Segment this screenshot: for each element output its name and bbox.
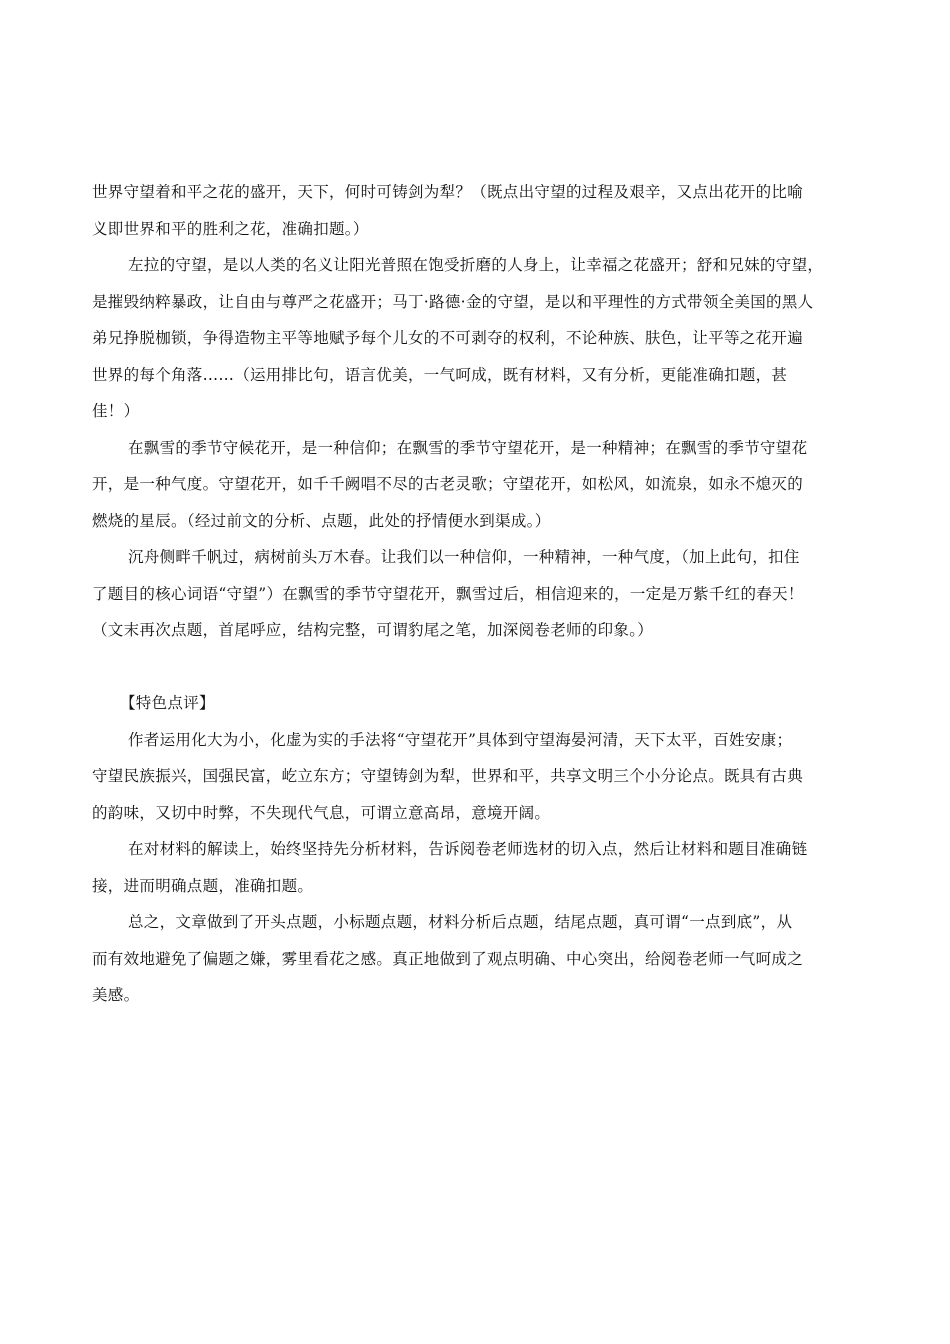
text-line: 弟兄挣脱枷锁，争得造物主平等地赋予每个儿女的不可剥夺的权利，不论种族、肤色，让平等之花开遍 [92,329,804,347]
paragraph-conclusion [92,539,862,649]
text-line: 的韵味，又切中时弊，不失现代气息，可谓立意高昂，意境开阔。 [92,803,551,822]
text-line: 沉舟侧畔千帆过，病树前头万木春。让我们以一种信仰，一种精神，一种气度，（加上此句，扣住 [128,548,800,566]
text-line: 世界守望着和平之花的盛开，天下，何时可铸剑为犁？（既点出守望的过程及艰辛，又点出花开的比喻 [92,183,804,201]
text-line: 接，进而明确点题，准确扣题。 [92,876,314,895]
text-line: 燃烧的星辰。（经过前文的分析、点题，此处的抒情便水到渠成。） [92,511,551,530]
commentary-paragraph-material [92,831,862,904]
text-line: 义即世界和平的胜利之花，准确扣题。） [92,219,369,238]
text-line: 在对材料的解读上，始终坚持先分析材料，告诉阅卷老师选材的切入点，然后让材料和题目准确链 [128,840,808,858]
text-line: 美感。 [92,986,140,1004]
text-line: 世界的每个角落……（运用排比句，语言优美，一气呵成，既有材料，又有分析，更能准确扣题，甚 [92,365,788,384]
text-line: 作者运用化大为小，化虚为实的手法将“守望花开”具体到守望海晏河清，天下太平，百姓安康； [128,730,793,749]
text-line: 开，是一种气度。守望花开，如千千阙唱不尽的古老灵歌；守望花开，如松风，如流泉，如永不熄灭的 [92,475,804,493]
commentary-paragraph-summary [92,904,862,1014]
text-line: 佳！） [92,402,140,420]
paragraph-world-peace [92,174,862,247]
text-line: 守望民族振兴，国强民富，屹立东方；守望铸剑为犁，世界和平，共享文明三个小分论点。既具有古典 [92,767,804,785]
section-heading: 【特色点评】 [120,694,215,712]
text-line: 是摧毁纳粹暴政，让自由与尊严之花盛开；马丁·路德·金的守望，是以和平理性的方式带领全美国的黑人 [92,292,814,311]
text-line: （文末再次点题，首尾呼应，结构完整，可谓豹尾之笔，加深阅卷老师的印象。） [92,621,654,639]
text-line: 总之，文章做到了开头点题，小标题点题，材料分析后点题，结尾点题，真可谓“一点到底”，从 [128,913,793,931]
commentary-paragraph-method [92,722,862,832]
paragraph-snow-season [92,430,862,540]
text-line: 了题目的核心词语“守望”）在飘雪的季节守望花开，飘雪过后，相信迎来的，一定是万紫千红的春天！ [92,584,804,603]
text-line: 左拉的守望，是以人类的名义让阳光普照在饱受折磨的人身上，让幸福之花盛开；舒和兄妹的守望， [128,256,824,274]
commentary-section [92,685,862,1014]
blank-spacer [92,649,862,686]
text-line: 在飘雪的季节守候花开，是一种信仰；在飘雪的季节守望花开，是一种精神；在飘雪的季节守望花 [128,438,808,457]
paragraph-parallel-examples [92,247,862,430]
document-page [92,174,862,1014]
text-line: 而有效地避免了偏题之嫌，雾里看花之感。真正地做到了观点明确、中心突出，给阅卷老师一气呵成之 [92,949,804,968]
